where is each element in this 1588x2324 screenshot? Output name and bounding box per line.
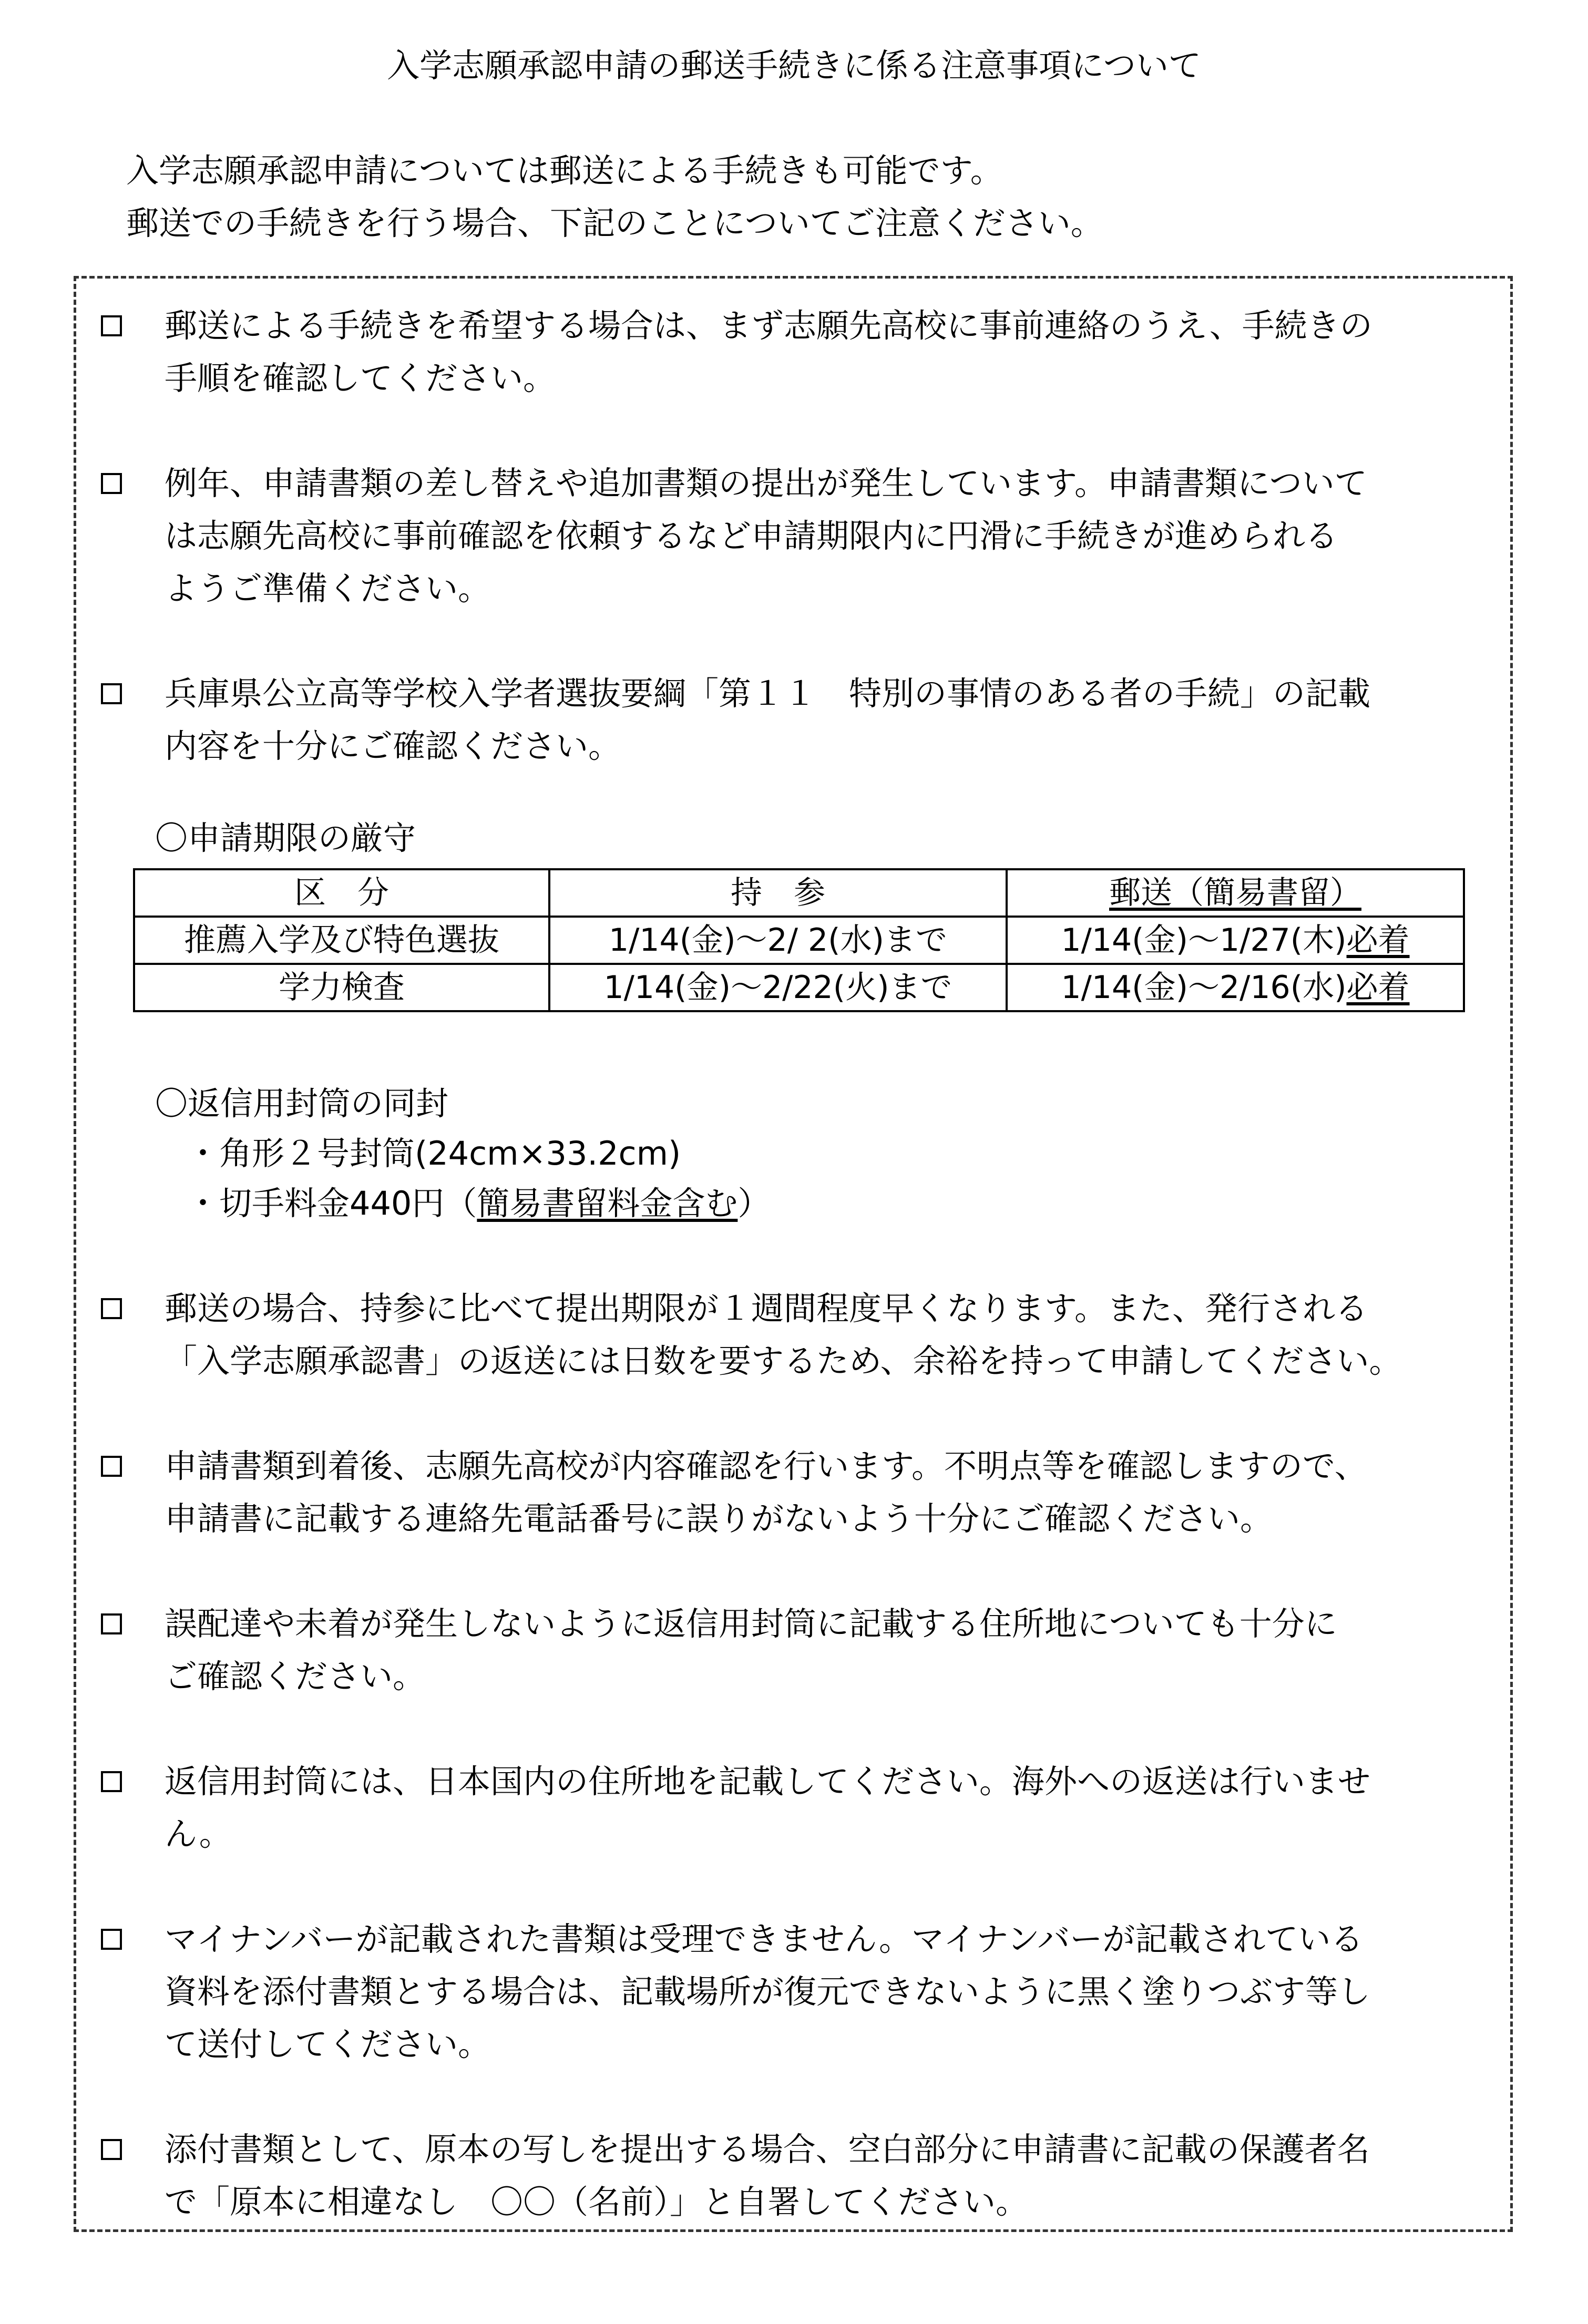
notice-item-text: 返信用封筒には、日本国内の住所地を記載してください。海外への返送は行いませ ん。	[165, 1762, 1371, 1853]
envelope-heading: 〇返信用封筒の同封	[155, 1084, 449, 1123]
checkbox-icon	[101, 1613, 122, 1634]
notice-item-text: 例年、申請書類の差し替えや追加書類の提出が発生しています。申請書類について は志願先高校に事前確認を依頼するなど申請期限内に円滑に手続きが進められる ようご準備ください。	[165, 464, 1367, 608]
row-category: 学力検査	[134, 964, 549, 1011]
row-category: 推薦入学及び特色選抜	[134, 917, 549, 964]
notice-item-text: 郵送の場合、持参に比べて提出期限が１週間程度早くなります。また、発行される 「入学志願承認書」の返送には日数を要するため、余裕を持って申請してください。	[165, 1289, 1402, 1380]
checkbox-icon	[101, 1456, 122, 1477]
intro-line: 入学志願承認申請については郵送による手続きも可能です。	[126, 151, 1003, 190]
checkbox-icon	[101, 683, 122, 704]
table-row	[134, 964, 1464, 1011]
header-category: 区 分	[134, 869, 549, 917]
checkbox-icon	[101, 1929, 122, 1950]
row-mail: 1/14(金)～1/27(木)必着	[1007, 917, 1464, 964]
table-header-row	[134, 869, 1464, 917]
checkbox-icon	[101, 1771, 122, 1792]
envelope-stamp: ・切手料金440円（簡易書留料金含む）	[187, 1184, 771, 1222]
header-mail: 郵送（簡易書留）	[1007, 869, 1464, 917]
notice-item-text: マイナンバーが記載された書類は受理できません。マイナンバーが記載されている 資料を添付書類とする場合は、記載場所が復元できないように黒く塗りつぶす等し て送付してください。	[165, 1920, 1371, 2063]
row-mail: 1/14(金)～2/16(水)必着	[1007, 964, 1464, 1011]
header-in-person: 持 参	[549, 869, 1007, 917]
notice-item-text: 申請書類到着後、志願先高校が内容確認を行います。不明点等を確認しますので、 申請書に記載する連絡先電話番号に誤りがないよう十分にご確認ください。	[165, 1447, 1367, 1538]
row-in-person: 1/14(金)～2/ 2(水)まで	[549, 917, 1007, 964]
checkbox-icon	[101, 473, 122, 494]
checkbox-icon	[101, 1298, 122, 1319]
envelope-size: ・角形２号封筒(24cm×33.2cm)	[187, 1134, 681, 1173]
row-in-person: 1/14(金)～2/22(火)まで	[549, 964, 1007, 1011]
table-row	[134, 917, 1464, 964]
deadline-table	[133, 868, 1465, 1012]
deadline-heading: 〇申請期限の厳守	[155, 819, 416, 857]
checkbox-icon	[101, 315, 122, 336]
checkbox-icon	[101, 2139, 122, 2160]
notice-item-text: 添付書類として、原本の写しを提出する場合、空白部分に申請書に記載の保護者名 で「原本に相違なし 〇〇（名前）」と自署してください。	[165, 2130, 1370, 2221]
notice-item-text: 郵送による手続きを希望する場合は、まず志願先高校に事前連絡のうえ、手続きの 手順を確認してください。	[165, 306, 1372, 397]
notice-box	[74, 276, 1513, 2232]
intro-line: 郵送での手続きを行う場合、下記のことについてご注意ください。	[126, 204, 1103, 242]
page-title: 入学志願承認申請の郵送手続きに係る注意事項について	[387, 46, 1201, 85]
intro	[126, 145, 1103, 250]
notice-item-text: 誤配達や未着が発生しないように返信用封筒に記載する住所地についても十分に ご確認ください。	[165, 1605, 1337, 1695]
notice-item-text: 兵庫県公立高等学校入学者選抜要綱「第１１ 特別の事情のある者の手続」の記載 内容を十分にご確認ください。	[165, 674, 1371, 765]
